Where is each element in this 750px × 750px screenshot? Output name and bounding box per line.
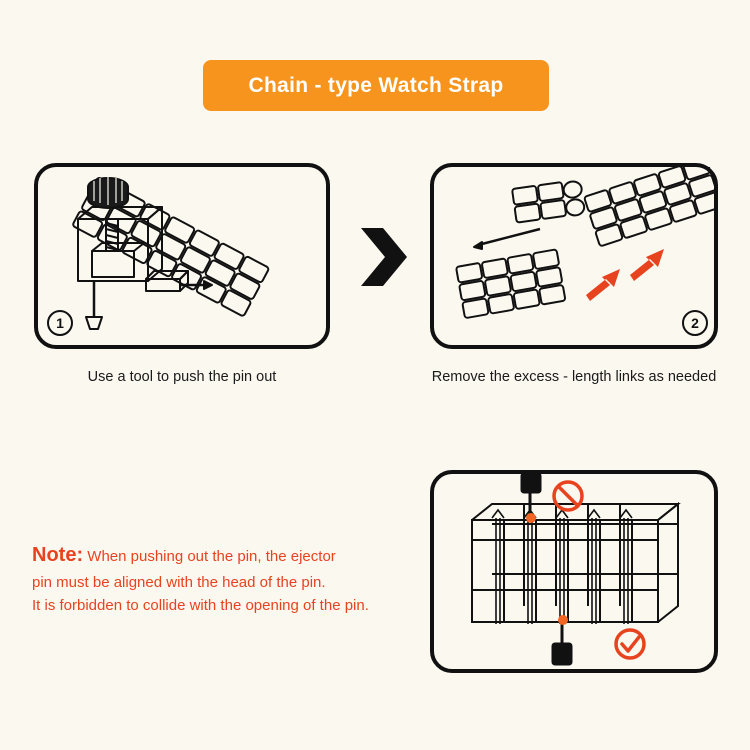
- step-1-caption: Use a tool to push the pin out: [87, 369, 277, 385]
- step-1-illustration: [38, 167, 326, 345]
- aligned-contact-dot: [558, 615, 568, 625]
- correct-ejector-pin: [553, 624, 571, 664]
- check-circle-icon: [616, 630, 644, 658]
- page-title: Chain - type Watch Strap: [248, 73, 504, 97]
- step-2-illustration: [434, 167, 714, 345]
- note-block: [32, 540, 412, 618]
- step-2-panel: [430, 163, 718, 349]
- step-1-badge: 1: [47, 310, 73, 336]
- pin-alignment-illustration: [434, 474, 714, 669]
- prohibited-icon: [554, 482, 582, 510]
- misaligned-contact-dot: [526, 513, 536, 523]
- flow-arrow-icon: [355, 226, 409, 288]
- note-line-3: It is forbidden to collide with the opening of the pin.: [32, 597, 369, 615]
- note-label: Note:: [32, 544, 84, 566]
- page-title-banner: [203, 60, 549, 111]
- pin-alignment-detail-panel: [430, 470, 718, 673]
- note-line-1: When pushing out the pin, the ejector: [87, 548, 336, 565]
- step-1-panel: [34, 163, 330, 349]
- step-2-badge: 2: [682, 310, 708, 336]
- note-line-2: pin must be aligned with the head of the pin.: [32, 574, 326, 591]
- step-2-caption: Remove the excess - length links as needed: [431, 369, 717, 385]
- assembly-arrow-icons: [586, 249, 664, 301]
